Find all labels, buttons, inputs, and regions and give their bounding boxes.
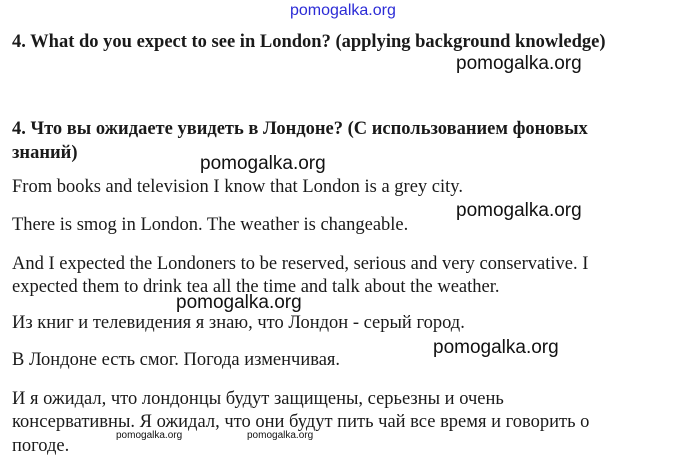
watermark-small: pomogalka.org — [116, 430, 183, 441]
paragraph-en-1: From books and television I know that London is a grey city. — [12, 177, 463, 197]
watermark-top: pomogalka.org — [290, 2, 396, 19]
watermark-small: pomogalka.org — [247, 430, 314, 441]
heading-russian-line-2: знаний) — [12, 143, 78, 163]
paragraph-en-2: There is smog in London. The weather is changeable. — [12, 215, 409, 235]
watermark: pomogalka.org — [456, 200, 582, 221]
paragraph-ru-3-line-2: консервативны. Я ожидал, что они будут пить чай все время и говорить о — [12, 412, 590, 432]
paragraph-ru-3-line-3: погоде. — [12, 436, 70, 456]
watermark: pomogalka.org — [200, 153, 326, 174]
heading-russian-line-1: 4. Что вы ожидаете увидеть в Лондоне? (С использованием фоновых — [12, 119, 588, 139]
watermark: pomogalka.org — [456, 53, 582, 74]
paragraph-ru-2: В Лондоне есть смог. Погода изменчивая. — [12, 350, 341, 370]
paragraph-en-3-line-2: expected them to drink tea all the time and talk about the weather. — [12, 277, 500, 297]
watermark: pomogalka.org — [176, 292, 302, 313]
watermark: pomogalka.org — [433, 337, 559, 358]
heading-english: 4. What do you expect to see in London? (applying background knowledge) — [12, 32, 606, 52]
paragraph-ru-3-line-1: И я ожидал, что лондонцы будут защищены, серьезны и очень — [12, 389, 504, 409]
paragraph-ru-1: Из книг и телевидения я знаю, что Лондон - серый город. — [12, 313, 465, 333]
paragraph-en-3-line-1: And I expected the Londoners to be reserved, serious and very conservative. I — [12, 254, 589, 274]
